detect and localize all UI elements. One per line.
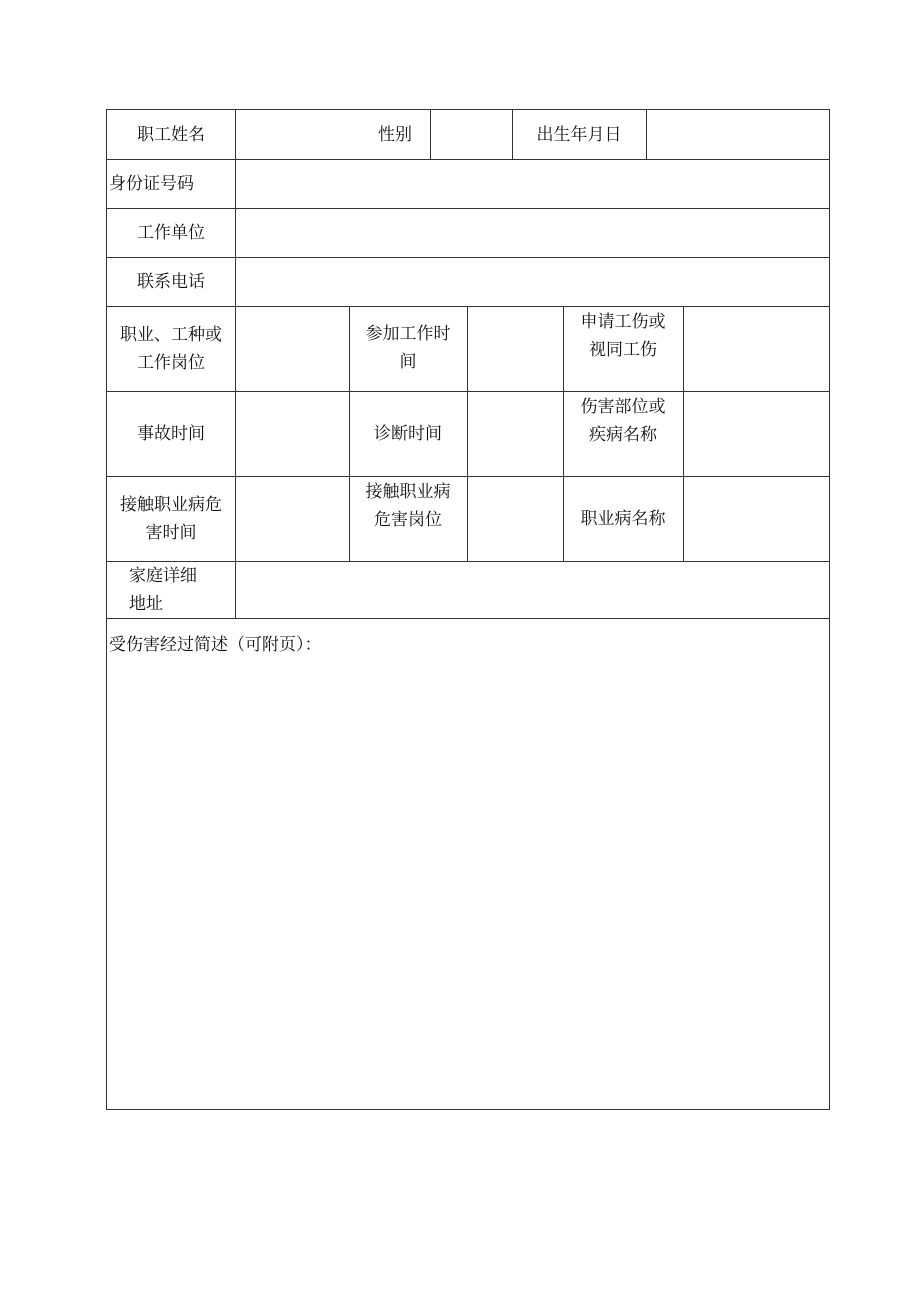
exposure-post-field[interactable] <box>467 476 563 561</box>
exposure-time-label: 接触职业病危 害时间 <box>120 494 222 543</box>
exposure-post-label: 接触职业病 危害岗位 <box>365 482 451 530</box>
accident-time-field[interactable] <box>235 391 349 476</box>
injury-part-label: 伤害部位或 疾病名称 <box>580 397 666 445</box>
narrative-label: 受伤害经过简述（可附页）： <box>109 635 322 655</box>
narrative-field[interactable] <box>111 666 825 1105</box>
occupation-field[interactable] <box>235 306 349 391</box>
start-work-field[interactable] <box>467 306 563 391</box>
employee-name-field[interactable] <box>235 110 345 159</box>
diagnosis-time-field[interactable] <box>467 391 563 476</box>
exposure-time-field[interactable] <box>235 476 349 561</box>
diagnosis-time-label: 诊断时间 <box>374 423 442 444</box>
accident-time-label: 事故时间 <box>137 423 205 444</box>
disease-name-field[interactable] <box>683 476 829 561</box>
narrative-section <box>107 618 829 1109</box>
address-field[interactable] <box>235 561 829 618</box>
employee-name-label: 职工姓名 <box>137 124 205 145</box>
gender-field[interactable] <box>430 110 512 159</box>
birth-date-field[interactable] <box>646 110 829 159</box>
employer-label: 工作单位 <box>137 222 205 243</box>
id-number-field[interactable] <box>235 159 829 208</box>
injury-part-field[interactable] <box>683 391 829 476</box>
injury-application-form-table <box>106 109 830 1110</box>
phone-label: 联系电话 <box>137 271 205 292</box>
apply-type-field[interactable] <box>683 306 829 391</box>
disease-name-label: 职业病名称 <box>580 508 666 529</box>
start-work-label: 参加工作时 间 <box>365 324 451 372</box>
apply-type-label: 申请工伤或 视同工伤 <box>580 312 666 360</box>
phone-field[interactable] <box>235 257 829 306</box>
gender-label: 性别 <box>378 124 412 145</box>
address-label: 家庭详细 地址 <box>129 565 197 614</box>
birth-date-label: 出生年月日 <box>536 124 622 145</box>
occupation-label: 职业、工种或 工作岗位 <box>120 324 222 373</box>
employer-field[interactable] <box>235 208 829 257</box>
id-number-label: 身份证号码 <box>109 173 194 194</box>
